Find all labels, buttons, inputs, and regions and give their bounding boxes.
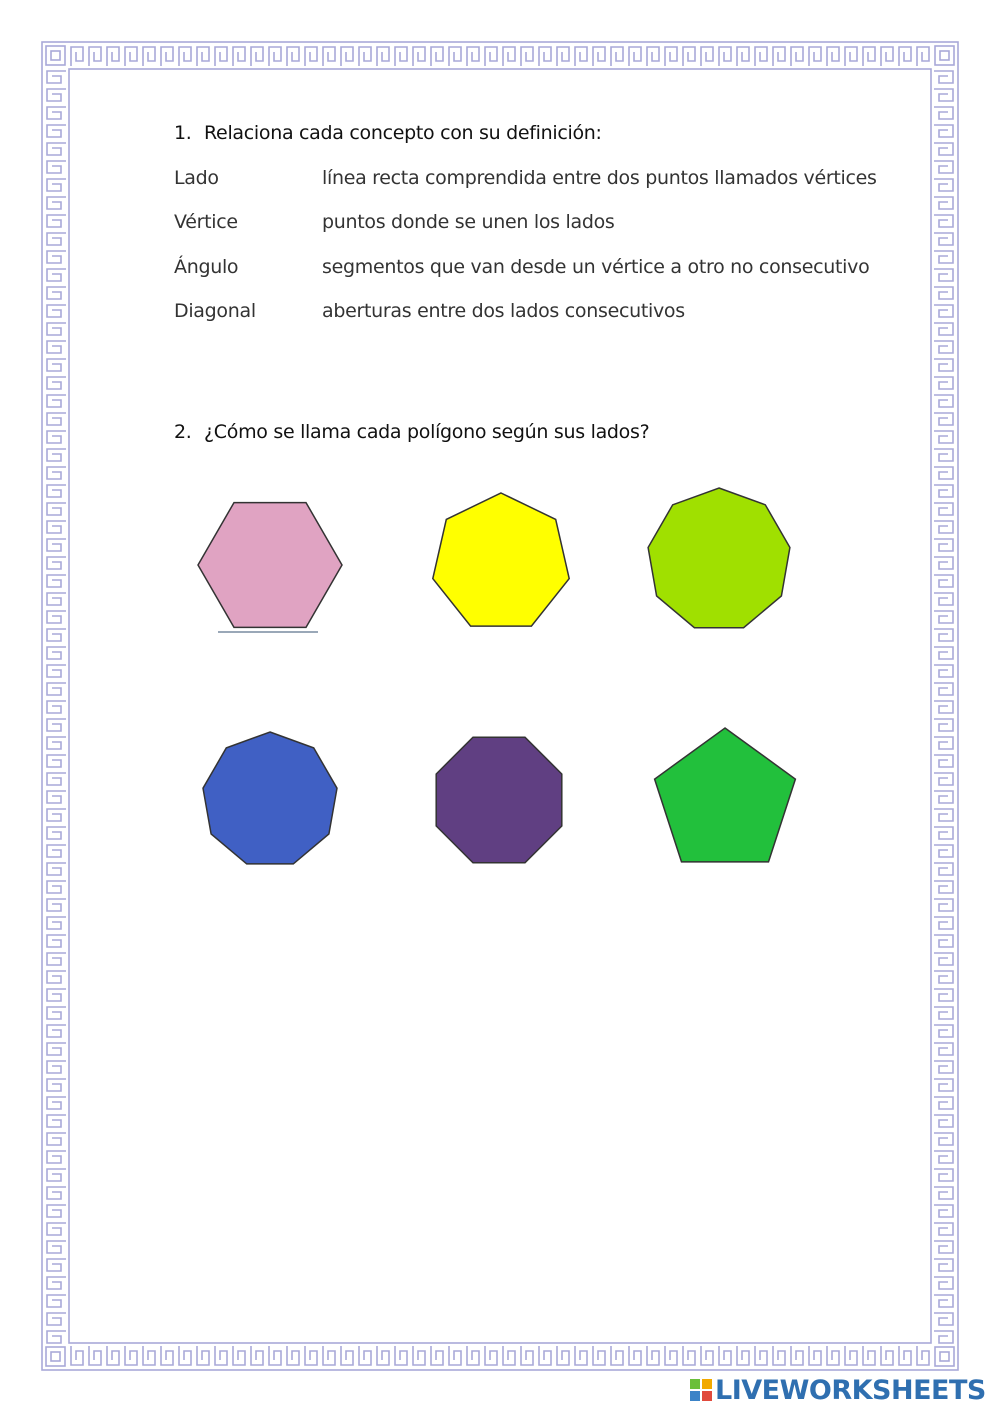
concept-definition: aberturas entre dos lados consecutivos (322, 300, 685, 322)
logo-square (702, 1379, 712, 1389)
concept-definition: segmentos que van desde un vértice a otro no consecutivo (322, 256, 870, 278)
logo-square (702, 1391, 712, 1401)
pentagon-shape (655, 728, 796, 862)
octagon-shape (436, 737, 562, 863)
concept-term: Lado (174, 167, 219, 189)
question-2-title: ¿Cómo se llama cada polígono según sus lados? (204, 421, 650, 443)
logo-square (690, 1379, 700, 1389)
logo-mark-icon (690, 1379, 712, 1401)
concept-term: Diagonal (174, 300, 256, 322)
question-2-number: 2. (174, 421, 192, 443)
logo-text: LIVEWORKSHEETS (715, 1374, 986, 1406)
question-1-number: 1. (174, 122, 192, 144)
logo-square (690, 1391, 700, 1401)
concept-term: Vértice (174, 211, 238, 233)
hexagon-shape (198, 503, 342, 628)
concept-definition: línea recta comprendida entre dos puntos llamados vértices (322, 167, 877, 189)
liveworksheets-logo (690, 1374, 986, 1406)
heptagon-shape (433, 493, 569, 626)
nonagon-shape (203, 732, 337, 864)
question-1-title: Relaciona cada concepto con su definición: (204, 122, 602, 144)
nonagon-shape (648, 488, 790, 628)
concept-term: Ángulo (174, 256, 239, 278)
concept-definition: puntos donde se unen los lados (322, 211, 615, 233)
